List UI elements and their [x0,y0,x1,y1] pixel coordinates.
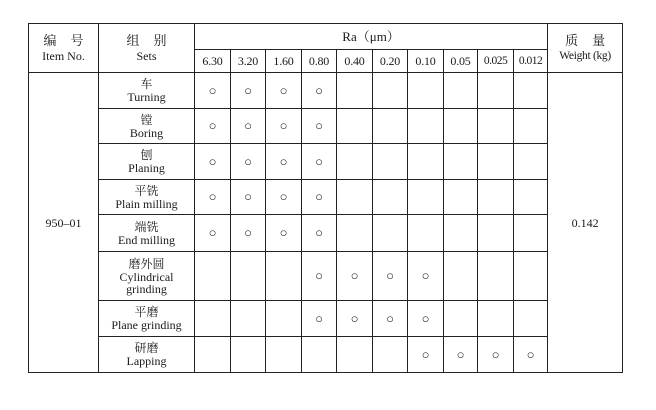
set-name-cell [99,337,195,373]
empty-cell [478,215,514,252]
ra-value-cell: 6.30 [195,50,231,73]
empty-cell [444,301,478,337]
empty-cell [514,215,548,252]
set-name-cn: 平磨 [134,305,159,319]
empty-cell [444,180,478,215]
mark-circle-icon: ○ [266,144,302,180]
set-name-en: grinding [126,281,167,296]
set-name-en: Turning [127,90,166,104]
empty-cell [408,144,444,180]
set-name-cell [99,73,195,109]
mark-circle-icon: ○ [195,109,231,144]
mark-circle-icon: ○ [266,73,302,109]
mark-circle-icon: ○ [195,215,231,252]
item-no-header-cn: 编号 [43,33,98,48]
empty-cell [444,215,478,252]
mark-circle-icon: ○ [408,337,444,373]
set-name-en: Boring [129,125,164,140]
mark-circle-icon: ○ [266,109,302,144]
set-name-cell [99,215,195,252]
set-name-cell [99,144,195,180]
set-name-en: Lapping [126,354,167,368]
empty-cell [408,215,444,252]
empty-cell [478,144,514,180]
empty-cell [195,301,231,337]
empty-cell [373,109,408,144]
empty-cell [514,180,548,215]
mark-circle-icon: ○ [302,180,337,215]
table-row [29,144,623,180]
item-no-cell: 950–01 [29,73,99,373]
weight-header-cn: 质量 [565,33,620,48]
ra-value-cell: 0.20 [373,50,408,73]
mark-circle-icon: ○ [373,301,408,337]
empty-cell [337,215,373,252]
empty-cell [478,252,514,301]
empty-cell [408,109,444,144]
item-no-header [29,24,99,73]
mark-circle-icon: ○ [337,252,373,301]
mark-circle-icon: ○ [408,301,444,337]
empty-cell [373,144,408,180]
ra-value-cell: 0.05 [444,50,478,73]
empty-cell [514,73,548,109]
ra-header: Ra（μm） [195,24,548,50]
weight-header-en: Weight (kg) [559,50,611,62]
mark-circle-icon: ○ [195,180,231,215]
mark-circle-icon: ○ [195,144,231,180]
empty-cell [337,144,373,180]
mark-circle-icon: ○ [478,337,514,373]
empty-cell [478,301,514,337]
set-name-cn: 镗 [140,112,153,127]
mark-circle-icon: ○ [266,215,302,252]
empty-cell [478,180,514,215]
ra-value-cell: 0.40 [337,50,373,73]
empty-cell [266,337,302,373]
set-name-cn: 车 [140,77,153,91]
empty-cell [514,301,548,337]
empty-cell [337,73,373,109]
empty-cell [231,301,266,337]
roughness-spec-table [28,23,623,373]
set-name-cell [99,252,195,301]
set-name-cell [99,301,195,337]
ra-value-cell: 0.025 [478,50,514,73]
table-row [29,301,623,337]
set-name-en: Planing [128,161,165,175]
set-name-en: Plain milling [115,196,178,211]
empty-cell [373,337,408,373]
weight-header [548,24,623,73]
empty-cell [373,180,408,215]
set-name-cell [99,109,195,144]
mark-circle-icon: ○ [302,215,337,252]
empty-cell [444,144,478,180]
mark-circle-icon: ○ [302,144,337,180]
mark-circle-icon: ○ [231,180,266,215]
empty-cell [444,109,478,144]
mark-circle-icon: ○ [514,337,548,373]
set-name-cn: 刨 [140,148,153,162]
empty-cell [514,109,548,144]
empty-cell [266,301,302,337]
table-row [29,337,623,373]
set-name-en: End milling [118,232,175,247]
set-name-cn: 磨外圆 [128,256,165,271]
mark-circle-icon: ○ [444,337,478,373]
mark-circle-icon: ○ [302,301,337,337]
set-name-en: Plane grinding [111,318,182,332]
empty-cell [195,252,231,301]
ra-value-cell: 0.80 [302,50,337,73]
mark-circle-icon: ○ [302,252,337,301]
empty-cell [373,215,408,252]
empty-cell [408,180,444,215]
table-row [29,180,623,215]
mark-circle-icon: ○ [266,180,302,215]
ra-value-cell: 1.60 [266,50,302,73]
set-name-cell [99,180,195,215]
empty-cell [302,337,337,373]
empty-cell [408,73,444,109]
sets-header-en: Sets [136,49,157,63]
set-name-cn: 平铣 [134,183,159,198]
empty-cell [231,337,266,373]
empty-cell [444,252,478,301]
table-row [29,109,623,144]
empty-cell [514,252,548,301]
empty-cell [337,109,373,144]
set-name-cn: 端铣 [134,219,159,234]
mark-circle-icon: ○ [231,144,266,180]
mark-circle-icon: ○ [302,73,337,109]
mark-circle-icon: ○ [231,215,266,252]
table-row [29,73,623,109]
mark-circle-icon: ○ [408,252,444,301]
set-name-cn: 研磨 [134,341,159,355]
empty-cell [231,252,266,301]
mark-circle-icon: ○ [337,301,373,337]
mark-circle-icon: ○ [231,109,266,144]
mark-circle-icon: ○ [302,109,337,144]
item-no-header-en: Item No. [42,49,85,63]
set-name-en: Cylindrical [119,269,174,284]
ra-value-cell: 0.10 [408,50,444,73]
mark-circle-icon: ○ [373,252,408,301]
ra-value-cell: 3.20 [231,50,266,73]
mark-circle-icon: ○ [231,73,266,109]
empty-cell [514,144,548,180]
empty-cell [373,73,408,109]
sets-header [99,24,195,73]
empty-cell [195,337,231,373]
sets-header-cn: 组别 [126,33,181,48]
empty-cell [478,109,514,144]
mark-circle-icon: ○ [195,73,231,109]
empty-cell [337,337,373,373]
empty-cell [337,180,373,215]
empty-cell [444,73,478,109]
empty-cell [478,73,514,109]
ra-value-cell: 0.012 [514,50,548,73]
weight-cell: 0.142 [548,73,623,373]
table-row [29,215,623,252]
empty-cell [266,252,302,301]
table-row [29,252,623,301]
